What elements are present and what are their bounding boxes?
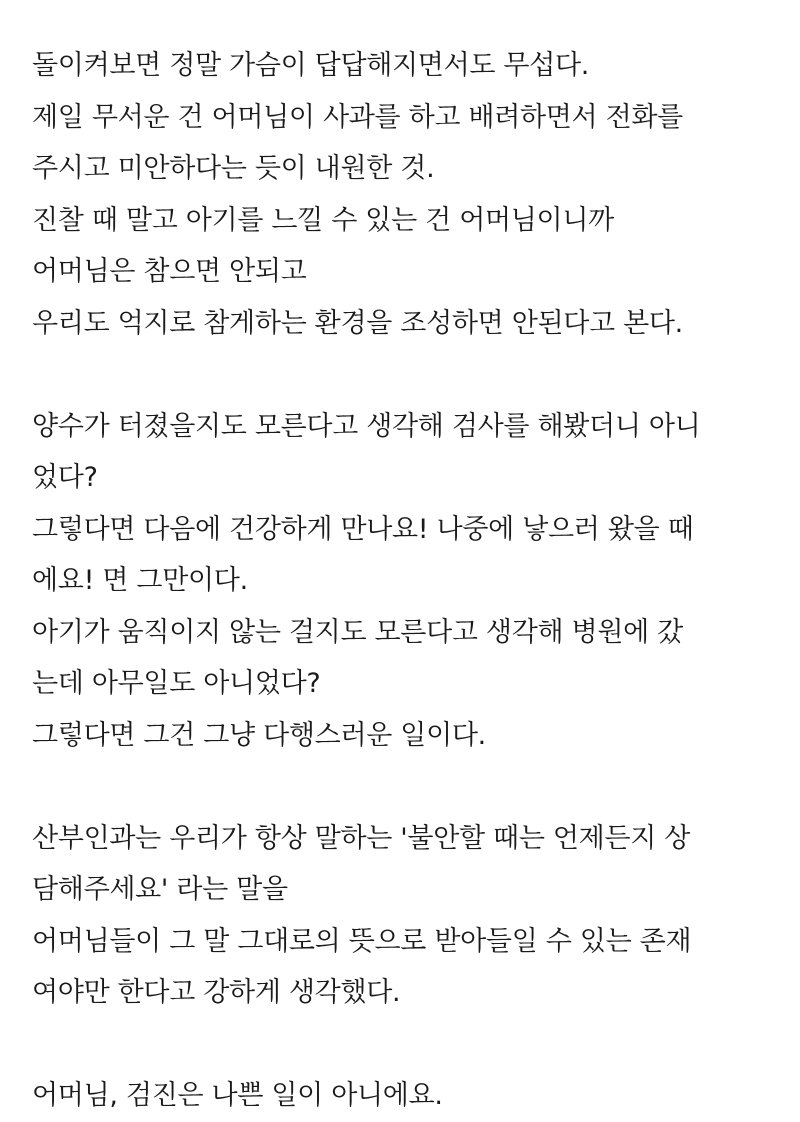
text-line: 제일 무서운 건 어머님이 사과를 하고 배려하면서 전화를 [32,101,683,133]
text-line: 어머님, 검진은 나쁜 일이 아니에요. [32,1080,443,1111]
paragraph-spacer [32,349,782,401]
text-line: 여야만 한다고 강하게 생각했다. [32,977,401,1008]
paragraph-spacer [32,1019,782,1071]
text-line: 산부인과는 우리가 항상 말하는 '불안할 때는 언제든지 상 [32,822,691,854]
text-line: 에요! 면 그만이다. [32,565,248,596]
text-line: 진찰 때 말고 아기를 느낄 수 있는 건 어머님이니까 [32,204,614,236]
text-line: 아기가 움직이지 않는 걸지도 모른다고 생각해 병원에 갔 [32,616,683,648]
text-line: 었다? [32,462,98,493]
paragraph-4 [32,1070,782,1122]
paragraph-2 [32,401,782,762]
paragraph-spacer [32,761,782,813]
text-line: 그렇다면 다음에 건강하게 만나요! 나중에 낳으러 왔을 때 [32,513,694,545]
text-line: 담해주세요' 라는 말을 [32,874,288,905]
text-line: 우리도 억지로 참게하는 환경을 조성하면 안된다고 본다. [32,307,683,339]
text-line: 어머님은 참으면 안되고 [32,256,307,287]
text-line: 주시고 미안하다는 듯이 내원한 것. [32,153,435,184]
paragraph-3 [32,813,782,1019]
text-line: 그렇다면 그건 그냥 다행스러운 일이다. [32,719,486,751]
text-line: 는데 아무일도 아니었다? [32,668,321,699]
text-line: 어머님들이 그 말 그대로의 뜻으로 받아들일 수 있는 존재 [32,925,692,957]
text-line: 양수가 터졌을지도 모른다고 생각해 검사를 해봤더니 아니 [32,410,701,442]
paragraph-1 [32,40,782,349]
article-body [32,40,782,1122]
text-line: 돌이켜보면 정말 가슴이 답답해지면서도 무섭다. [32,50,590,81]
